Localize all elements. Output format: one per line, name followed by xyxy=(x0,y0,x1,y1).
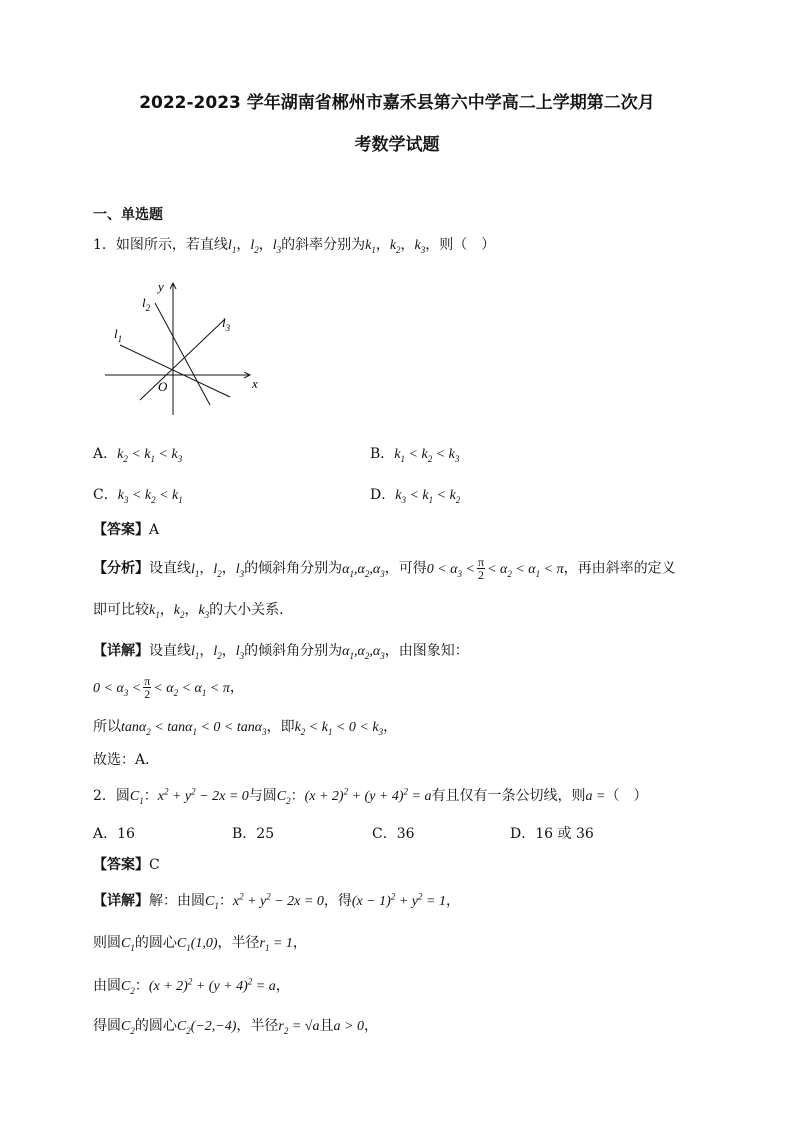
q1-detail-inequality: $0 < \alpha_3$ < $\frac{\pi}{2}$ < $\alpha_2 < \alpha_1 < \pi$， xyxy=(93,674,244,701)
line-l1 xyxy=(120,345,230,397)
q2-answer: 【答案】C xyxy=(93,857,160,873)
q1-detail-tan: 所以tanα$_2$ < tanα$_1$ < 0 < tanα$_3$，即$k_2 < k_1 < 0 < k_3$， xyxy=(93,719,398,737)
q1-analysis-cont: 即可比较$k_1$，$k_2$，$k_3$的大小关系. xyxy=(93,602,284,620)
q1-stem: 1．如图所示，若直线$l_1$，$l_2$，$l_3$的斜率分别为$k_1$，$k_2$，$k_3$，则（ ） xyxy=(93,237,496,255)
label-x: x xyxy=(252,376,258,391)
q1-option-a: A．$k_2 < k_1 < k_3$ xyxy=(93,446,183,464)
q1-analysis: 【分析】设直线$l_1$，$l_2$，$l_3$的倾斜角分别为$\alpha_1,\alpha_2,\alpha_3$，可得$0 < \alpha_3$ < $\frac{\pi}{2}$ < $\alpha_2 < \alpha_1 < \pi$，再由斜率的定义 xyxy=(93,555,676,582)
q2-stem: 2．圆$C_1$：$x^2 + y^2 - 2x = 0$与圆$C_2$：$(x + 2)^2 + (y + 4)^2 = a$有且仅有一条公切线，则a =（ ） xyxy=(93,786,648,806)
q1-answer: 【答案】A xyxy=(93,522,160,538)
q1-option-b: B．$k_1 < k_2 < k_3$ xyxy=(370,446,460,464)
q2-option-c: C．36 xyxy=(372,826,415,842)
q1-choice: 故选：A． xyxy=(93,752,160,768)
q1-option-d: D．$k_3 < k_1 < k_2$ xyxy=(370,487,461,505)
q2-option-a: A．16 xyxy=(93,826,135,842)
q2-detail-4: 得圆$C_2$的圆心$C_2(-2,-4)$，半径$r_2 = √a$且a > 0， xyxy=(93,1018,378,1036)
label-origin: O xyxy=(158,379,168,394)
label-l1: $l_1$ xyxy=(114,326,123,344)
document-title-line2: 考数学试题 xyxy=(354,135,440,155)
label-l2: $l_2$ xyxy=(142,295,151,313)
q2-detail-1: 【详解】解：由圆$C_1$：$x^2 + y^2 - 2x = 0$，得$(x - 1)^2 + y^2 = 1$， xyxy=(93,891,460,911)
q1-option-c: C．$k_3 < k_2 < k_1$ xyxy=(93,487,183,505)
label-y: y xyxy=(158,279,164,294)
q2-option-d: D．16 或 36 xyxy=(510,826,594,842)
q1-detail: 【详解】设直线$l_1$，$l_2$，$l_3$的倾斜角分别为$\alpha_1,\alpha_2,\alpha_3$，由图象知： xyxy=(93,643,469,661)
q2-detail-3: 由圆$C_2$：$(x + 2)^2 + (y + 4)^2 = a$， xyxy=(93,976,290,996)
section-heading: 一、单选题 xyxy=(93,207,163,223)
label-l3: $l_3$ xyxy=(222,315,231,333)
q2-option-b: B．25 xyxy=(232,826,275,842)
line-l3 xyxy=(140,319,225,400)
document-title-line1: 2022-2023 学年湖南省郴州市嘉禾县第六中学高二上学期第二次月 xyxy=(139,93,655,113)
q1-figure xyxy=(100,275,275,420)
q2-detail-2: 则圆$C_1$的圆心$C_1(1,0)$，半径$r_1 = 1$， xyxy=(93,935,307,953)
